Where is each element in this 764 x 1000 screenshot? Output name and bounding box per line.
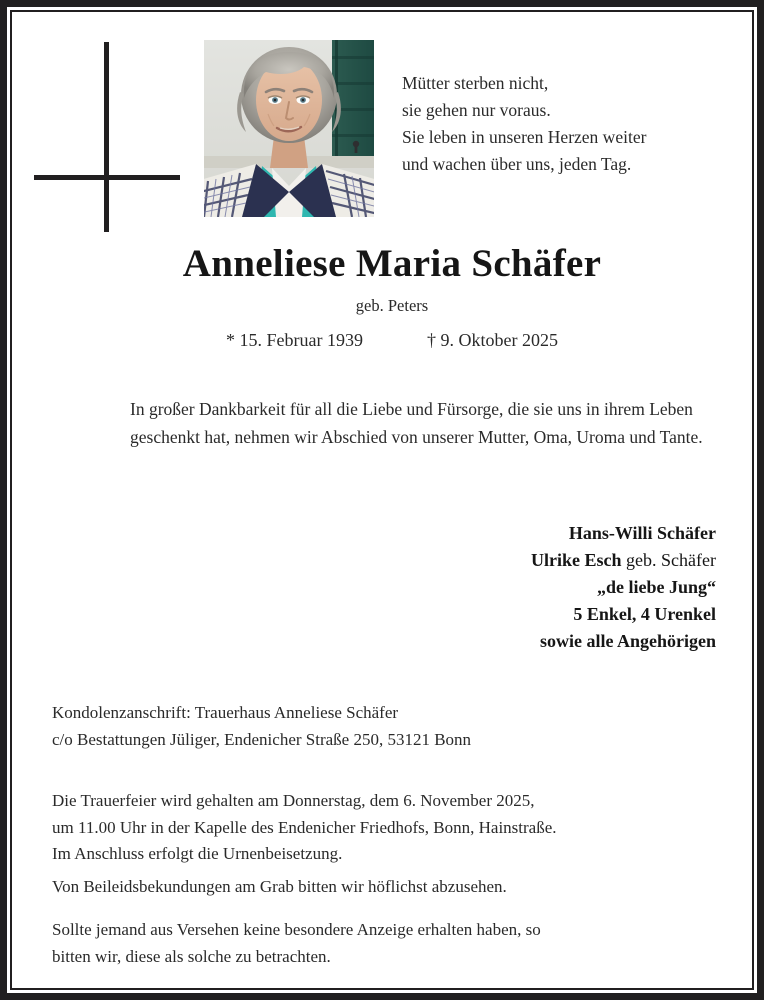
survivor-name-2 [531, 547, 716, 574]
survivor-all-relatives: sowie alle Angehörigen [540, 631, 716, 651]
disclaimer-line-2: bitten wir, diese als solche zu betrachten. [52, 946, 331, 966]
survivor-grandchildren: 5 Enkel, 4 Urenkel [573, 604, 716, 624]
survivor-name-2-bold: Ulrike Esch [531, 550, 622, 570]
funeral-service-info [52, 788, 707, 868]
obituary-inner-border [10, 10, 754, 990]
death-date-value: 9. Oktober 2025 [440, 330, 558, 350]
birth-date [226, 330, 363, 350]
condolence-address [52, 700, 707, 753]
cross-vertical-bar [104, 42, 109, 232]
notice-disclaimer [52, 917, 707, 970]
birth-star-icon: * [226, 330, 236, 350]
obituary-content [12, 12, 752, 988]
memorial-poem [402, 70, 732, 178]
survivor-nickname: „de liebe Jung“ [596, 577, 716, 597]
survivors-list [531, 520, 716, 655]
grave-condolence-request: Von Beileidsbekundungen am Grab bitten wir höflichst abzusehen. [52, 877, 507, 896]
survivor-name-2-maiden: geb. Schäfer [626, 550, 716, 570]
cross-horizontal-bar [34, 175, 180, 180]
deceased-identity-block [42, 240, 742, 353]
death-dagger-icon: † [427, 330, 436, 350]
survivor-name-1: Hans-Willi Schäfer [568, 523, 716, 543]
deceased-name: Anneliese Maria Schäfer [182, 242, 602, 285]
death-date [427, 330, 558, 350]
poem-line-4: und wachen über uns, jeden Tag. [402, 154, 632, 174]
gratitude-paragraph: In großer Dankbarkeit für all die Liebe und Fürsorge, die sie uns in ihrem Leben geschenkt hat, nehmen wir Abschied von unserer Mutter, Oma, Uroma und Tante. [130, 399, 703, 447]
poem-line-3: Sie leben in unseren Herzen weiter [402, 127, 647, 147]
poem-line-2: sie gehen nur voraus. [402, 100, 551, 120]
poem-line-1: Mütter sterben nicht, [402, 73, 549, 93]
condolence-address-line-2: c/o Bestattungen Jüliger, Endenicher Straße 250, 53121 Bonn [52, 729, 472, 749]
service-info-line-2: um 11.00 Uhr in der Kapelle des Endenicher Friedhofs, Bonn, Hainstraße. [52, 817, 557, 837]
service-info-line-3: Im Anschluss erfolgt die Urnenbeisetzung. [52, 844, 343, 863]
life-dates [42, 327, 742, 353]
birth-date-value: 15. Februar 1939 [239, 330, 363, 350]
christian-cross-icon [34, 42, 194, 232]
condolence-address-line-1: Kondolenzanschrift: Trauerhaus Anneliese Schäfer [52, 703, 399, 722]
service-info-line-1: Die Trauerfeier wird gehalten am Donnerstag, dem 6. November 2025, [52, 791, 535, 810]
deceased-maiden-name: geb. Peters [355, 296, 429, 315]
deceased-portrait-photo [204, 40, 374, 217]
disclaimer-line-1: Sollte jemand aus Versehen keine besondere Anzeige erhalten haben, so [52, 920, 541, 939]
